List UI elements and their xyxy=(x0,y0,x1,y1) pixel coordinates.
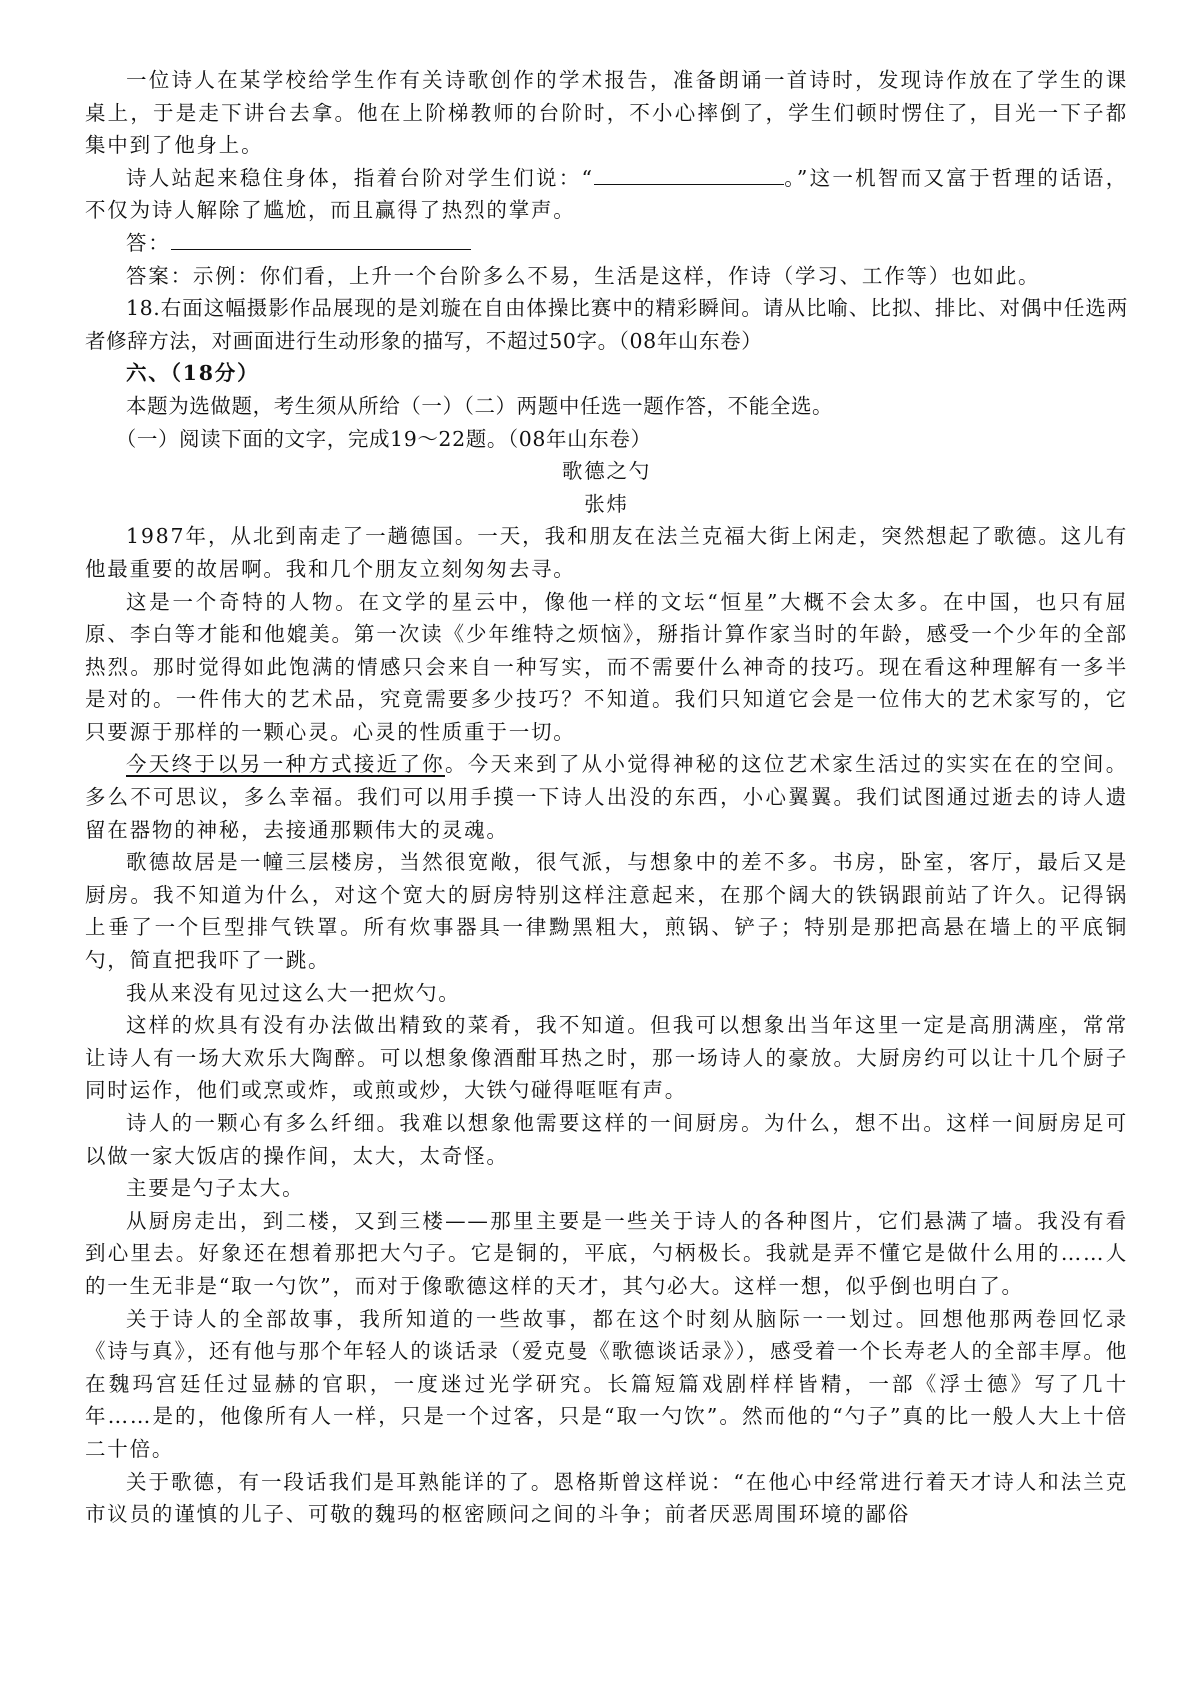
article-paragraph-7: 诗人的一颗心有多么纤细。我难以想象他需要这样的一间厨房。为什么，想不出。这样一间厨房足可以做一家大饭店的操作间，太大，太奇怪。 xyxy=(85,1111,1128,1168)
article-author: 张炜 xyxy=(584,491,629,516)
article-paragraph-2: 这是一个奇特的人物。在文学的星云中，像他一样的文坛“恒星”大概不会太多。在中国，也只有屈原、李白等才能和他媲美。第一次读《少年维特之烦恼》，掰指计算作家当时的年龄，感受一个少年的全部热烈。那时觉得如此饱满的情感只会来自一种写实，而不需要什么神奇的技巧。现在看这种理解有一多半是对的。一件伟大的艺术品，究竟需要多少技巧？不知道。我们只知道它会是一位伟大的艺术家写的，它只要源于那样的一颗心灵。心灵的性质重于一切。 xyxy=(85,589,1128,744)
article-paragraph-9: 从厨房走出，到二楼，又到三楼——那里主要是一些关于诗人的各种图片，它们悬满了墙。我没有看到心里去。好象还在想着那把大勺子。它是铜的，平底，勺柄极长。我就是弄不懂它是做什么用的……人的一生无非是“取一勺饮”，而对于像歌德这样的天才，其勺必大。这样一想，似乎倒也明白了。 xyxy=(85,1208,1128,1298)
answer-label: 答： xyxy=(126,230,171,255)
article-paragraph-8: 主要是勺子太大。 xyxy=(126,1176,305,1201)
question-18: 18.右面这幅摄影作品展现的是刘璇在自由体操比赛中的精彩瞬间。请从比喻、比拟、排比、对偶中任选两者修辞方法，对画面进行生动形象的描写，不超过50字。（08年山东卷） xyxy=(85,296,1128,353)
answer-blank-line xyxy=(594,166,784,185)
section-six-heading: 六、（18分） xyxy=(126,361,260,386)
quote-trail-text: 。”这一机智而又富于哲理的话语，不仅为诗人解除了尴尬，而且赢得了热烈的掌声。 xyxy=(85,165,1128,223)
article-paragraph-5: 我从来没有见过这么大一把炊勺。 xyxy=(126,980,461,1005)
article-paragraph-10: 关于诗人的全部故事，我所知道的一些故事，都在这个时刻从脑际一一划过。回想他那两卷回忆录《诗与真》，还有他与那个年轻人的谈话录（爱克曼《歌德谈话录》），感受着一个长寿老人的全部丰厚。他在魏玛宫廷任过显赫的官职，一度迷过光学研究。长篇短篇戏剧样样皆精，一部《浮士德》写了几十年……是的，他像所有人一样，只是一个过客，只是“取一勺饮”。然而他的“勺子”真的比一般人大上十倍二十倍。 xyxy=(85,1306,1128,1461)
answer-fill-line xyxy=(171,231,471,250)
article-paragraph-6: 这样的炊具有没有办法做出精致的菜肴，我不知道。但我可以想象出当年这里一定是高朋满座，常常让诗人有一场大欢乐大陶醉。可以想象像酒酣耳热之时，那一场诗人的豪放。大厨房约可以让十几个厨子同时运作，他们或烹或炸，或煎或炒，大铁勺碰得哐哐有声。 xyxy=(85,1013,1128,1103)
article-title: 歌德之勺 xyxy=(561,459,652,484)
article-paragraph-4: 歌德故居是一幢三层楼房，当然很宽敞，很气派，与想象中的差不多。书房，卧室，客厅，最后又是厨房。我不知道为什么，对这个宽大的厨房特别这样注意起来，在那个阔大的铁锅跟前站了许久。记得锅上垂了一个巨型排气铁罩。所有炊事器具一律黝黑粗大，煎锅、铲子；特别是那把高悬在墙上的平底铜勺，简直把我吓了一跳。 xyxy=(85,850,1128,973)
optional-instruction: 本题为选做题，考生须从所给（一）（二）两题中任选一题作答，不能全选。 xyxy=(126,393,834,418)
paragraph-poet-quote xyxy=(85,162,1128,227)
quote-lead-text: 诗人站起来稳住身体，指着台阶对学生们说：“ xyxy=(126,165,594,190)
article-paragraph-3 xyxy=(85,748,1128,846)
paragraph-answer-example: 答案：示例：你们看，上升一个台阶多么不易，生活是这样，作诗（学习、工作等）也如此。 xyxy=(126,263,1041,288)
answer-line xyxy=(85,227,1128,260)
article-paragraph-11: 关于歌德，有一段话我们是耳熟能详的了。恩格斯曾这样说：“在他心中经常进行着天才诗人和法兰克市议员的谨慎的儿子、可敬的魏玛的枢密顾问之间的斗争；前者厌恶周围环境的鄙俗 xyxy=(85,1469,1128,1527)
article-paragraph-1: 1987年，从北到南走了一趟德国。一天，我和朋友在法兰克福大街上闲走，突然想起了歌德。这儿有他最重要的故居啊。我和几个朋友立刻匆匆去寻。 xyxy=(85,524,1128,581)
paragraph-poet-story: 一位诗人在某学校给学生作有关诗歌创作的学术报告，准备朗诵一首诗时，发现诗作放在了学生的课桌上，于是走下讲台去拿。他在上阶梯教师的台阶时，不小心摔倒了，学生们顿时愣住了，目光一下子都集中到了他身上。 xyxy=(85,68,1128,158)
underlined-sentence: 今天终于以另一种方式接近了你 xyxy=(126,752,445,777)
subsection-one-heading: （一）阅读下面的文字，完成19～22题。（08年山东卷） xyxy=(115,426,652,451)
paragraph-3-rest: 。今天来到了从小觉得神秘的这位艺术家生活过的实实在在的空间。多么不可思议，多么幸福。我们可以用手摸一下诗人出没的东西，小心翼翼。我们试图通过逝去的诗人遗留在器物的神秘，去接通那颗伟大的灵魂。 xyxy=(85,752,1129,842)
